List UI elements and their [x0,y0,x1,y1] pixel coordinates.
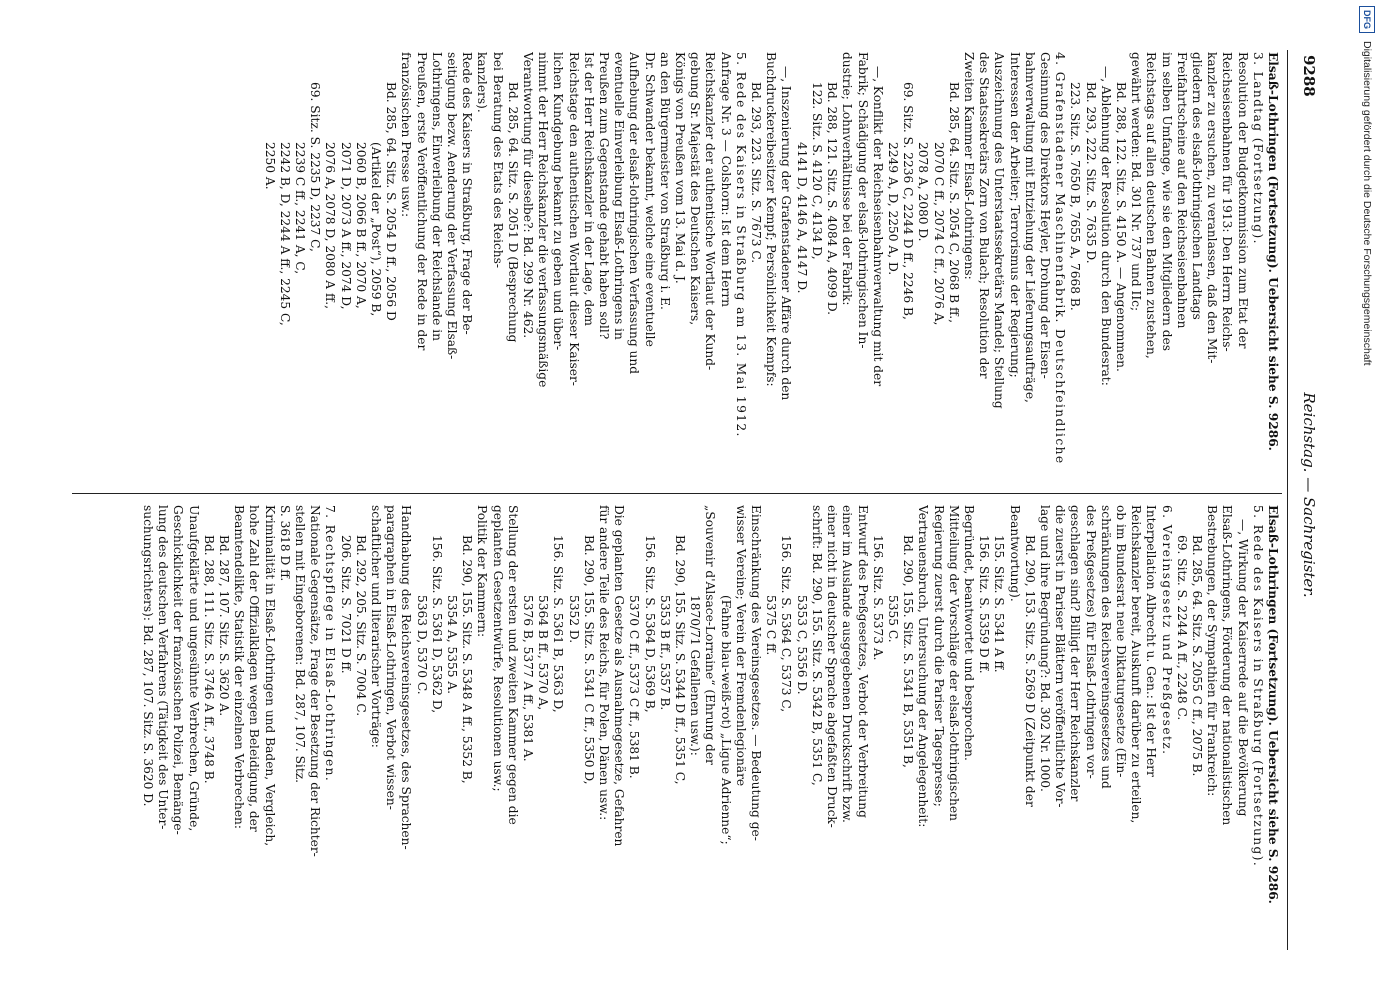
left-column-line: 69. Sitz. S. 2235 D, 2237 C, [308,82,323,252]
right-column-line: 156. Sitz. S. 5361 D, 5362 D, [429,535,444,714]
left-column-line: 223. Sitz. S. 7650 B, 7655 A, 7668 B. [1068,82,1083,311]
left-column-line: 3. Landtag (Fortsetzung). [1250,52,1265,245]
left-column-line: nimmt der Herr Reichskanzler die verfassungsmäßige [536,52,551,388]
right-column-line: Vertrauensbruch, Untersuchung der Angelegenheit: [916,505,931,828]
right-column-line: Entwurf des Preßgesetzes, Verbot der Verbreitung [855,505,870,818]
right-column-line: suchungsrichters): Bd. 287, 107. Sitz. S. 3620 D. [140,505,155,807]
left-column-line: 2078 A, 2080 D. [916,142,931,242]
right-column-line: einer im Auslande ausgegebenen Druckschrift bzw. [840,505,855,823]
left-column-line: im selben Umfange, wie sie den Mitgliedern des [1159,52,1174,351]
right-column-line: 6. Vereinsgesetz und Preßgesetz. [1159,505,1174,756]
left-column-line: —, Inszenierung der Grafenstadener Affäre durch den [779,66,794,401]
left-column-line: Rede des Kaisers in Straßburg, Frage der Be- [460,52,475,335]
rotated-index-page [70,0,1330,1000]
right-column-line: schränkungen des Reichsvereinsgesetzes und [1098,505,1113,789]
right-column-line: 5364 B ff., 5370 A, [536,595,551,711]
left-column [261,52,1280,490]
right-column [140,505,1280,943]
right-column-line: Handhabung des Reichsvereinsgesetzes, des Sprachen- [399,505,414,850]
left-column-line: 5. Rede des Kaisers in Straßburg am 13. Mai 1912. [733,52,748,438]
right-column-line: paragraphen in Elsaß-Lothringen, Verbot wissen- [384,505,399,810]
left-column-line: Elsaß-Lothringen (Fortsetzung). Uebersicht siehe S. 9286. [1266,52,1280,451]
left-column-line: Verantwortung für dieselbe?: Bd. 299 Nr. 462. [521,52,536,339]
right-column-line: 156. Sitz. S. 5359 D ff. [977,535,992,674]
right-column-line: 5355 C. [885,595,900,643]
left-column-line: eventuelle Einverleibung Elsaß-Lothringens in [612,52,627,340]
dfg-logo-icon: DFG [1359,6,1375,33]
right-column-line: 156. Sitz. S. 5361 B, 5363 D, [551,535,566,713]
left-column-line: Bd. 288, 122. Sitz. S. 4150 A. — Angenommen. [1113,82,1128,372]
left-column-line: Fabrik; Schädigung der elsaß-lothringischen In- [855,52,870,349]
left-column-line: lichen Kundgebung bekannt zu geben und über- [551,52,566,351]
digitization-credit [1352,6,1382,996]
right-column-line: Mitteilung der Vorschläge der elsaß-lothringischen [946,505,961,821]
right-column-line: wisser Vereine; Verein der Fremdenlegionäre [733,505,748,787]
right-column-line: ob im Bundesrat neue Diktaturgesetze (Ein- [1113,505,1128,778]
left-column-line: bei Beratung des Etats des Reichs- [490,52,505,269]
left-column-line: Aufhebung der elsaß-lothringischen Verfassung und [627,52,642,375]
right-column-line: Nationale Gegensätze, Frage der Besetzung der Richter- [308,505,323,857]
right-column-line: Bd. 288, 111. Sitz. S. 3746 A ff., 3748 B. [201,535,216,784]
left-column-line: seitigung bezw. Aenderung der Verfassung Elsaß- [445,52,460,360]
left-column-line: 2239 C ff., 2241 A, C, [293,142,307,275]
left-column-line: 2076 A, 2078 D, 2080 A ff., [323,142,338,309]
right-column-line: 206. Sitz. S. 7021 D ff. [338,535,353,674]
column-divider [72,493,1282,494]
right-column-line: Geschicklichkeit der französischen Polizei, Bemänge- [171,505,186,835]
left-column-line: Auszeichnung des Unterstaatssekretärs Mandel; Stellung [992,52,1007,409]
right-column-line: des Preßgesetzes) für Elsaß-Lothringen vor- [1083,505,1098,779]
right-column-line: geschlagen sind? Billigt der Herr Reichskanzler [1068,505,1083,802]
right-column-line: 156. Sitz. S. 5373 A. [870,535,885,661]
right-column-line: Bd. 285, 64. Sitz. S. 2055 C ff., 2075 B. [1189,535,1204,777]
left-column-line: Reichskanzler der authentische Wortlaut der Kund- [703,52,718,371]
right-column-line: Kriminalität in Elsaß-Lothringen und Baden, Vergleich, [262,505,277,847]
left-column-line: Bd. 293, 223. Sitz. S. 7673 C. [749,82,764,264]
right-column-line: Bd. 290, 155. Sitz. S. 5341 B, 5351 B, [901,535,916,768]
left-column-line: 2242 B, D, 2244 A ff., 2245 C, [277,142,292,326]
right-column-line: Bd. 290, 155. Sitz. S. 5344 D ff., 5351 C, [673,535,688,785]
left-column-line: Bd. 285, 64. Sitz. S. 2054 C, 2068 B ff., [946,82,961,323]
left-column-line: Bd. 285, 64. Sitz. S. 2051 D (Besprechung [505,82,520,343]
right-column-line: Regierung zuerst durch die Pariser Tagespresse; [931,505,946,807]
left-column-line: Preußen, erste Veröffentlichung der Rede in der [414,52,429,351]
left-column-line: Anfrage Nr. 3 — Colshorn: Ist dem Herrn [718,52,733,308]
right-column-line: Einschränkung des Vereinsgesetzes. — Bedeutung ge- [749,505,764,841]
page-number: 9288 [1300,55,1318,97]
left-column-line: 2249 A, D, 2250 A, D. [885,142,900,276]
right-column-line: einer nicht in deutscher Sprache abgefaßten Druck- [825,505,840,828]
right-column-line: 5363 D, 5370 C. [414,595,429,695]
left-column-line: Reichstags auf allen deutschen Bahnen zustehen, [1144,52,1159,359]
right-column-line: 5353 B ff., 5357 B. [657,595,672,711]
header-rule [1287,50,1288,950]
left-column-line: Zweiten Kammer Elsaß-Lothringens: [961,52,976,280]
left-column-line: Lothringens, Einverleibung der Reichslande in [429,52,444,341]
left-column-line: Dr. Schwander bekannt, welche eine eventuelle [642,52,657,347]
left-column-line: gebung Sr. Majestät des Deutschen Kaisers, [688,52,703,326]
right-column-line: Reichskanzler bereit, Auskunft darüber zu erteilen, [1129,505,1144,824]
right-column-line: schaftlicher und literarischer Vorträge: [369,505,384,748]
left-column-line: Königs von Preußen vom 13. Mai d. J. [673,52,688,284]
left-column-line: 2070 C ff., 2074 C ff., 2076 A, [931,142,946,326]
left-column-line: —, Konflikt der Reichseisenbahnverwaltung mit der [870,66,885,387]
right-column-line: Bd. 290, 155. Sitz. S. 5341 C ff., 5350 D, [581,535,596,785]
left-column-line: Freifahrtscheine auf den Reichseisenbahnen [1174,52,1189,329]
right-column-line: 7. Rechtspflege in Elsaß-Lothringen. [323,505,338,783]
left-column-line: Preußen zum Gegenstande gehabt haben soll? [597,52,612,340]
left-column-line: —, Ablehnung der Resolution durch den Bundesrat: [1098,66,1113,386]
left-column-line: Resolution der Budgetkommission zum Etat der [1235,52,1250,349]
left-column-line: 2071 D, 2073 A ff., 2074 D, [338,142,353,310]
right-column-line: 1870/71 Gefallenen usw.): [688,595,703,756]
left-column-line: Interessen der Arbeiter; Terrorismus der Regierung; [1007,52,1022,378]
digitization-credit-text: Digitalisierung gefördert durch die Deutsche Forschungsgemeinschaft [1361,41,1373,366]
running-head [1292,55,1322,935]
right-column-line: 5376 B, 5377 A ff., 5381 A. [521,595,536,762]
right-column-line: 5375 C ff. [764,595,779,656]
left-column-line: Bd. 293, 222. Sitz. S. 7635 D. [1083,82,1098,264]
right-column-line: (Fahne blau-weiß-rot) „Ligue Adrienne“; [718,595,733,845]
right-column-line: 5370 C ff., 5373 C ff., 5381 B. [627,595,642,779]
right-column-line: Bd. 292, 205. Sitz. S. 7004 C. [353,535,368,717]
right-column-line: S. 3618 D ff. [277,505,292,582]
left-column-line: 4. Grafenstadener Maschinenfabrik. Deutschfeindliche [1053,52,1068,465]
right-column-line: hohe Zahl der Offizialklagen wegen Beleidigung, der [247,505,262,832]
right-column-line: 156. Sitz. S. 5364 D, 5369 B, [642,535,657,713]
right-column-line: Interpellation Albrecht u. Gen.: Ist der Herr [1144,505,1159,777]
left-column-line: 2060 B, 2066 B ff., 2070 A, [353,142,368,309]
right-column-line: „Souvenir d'Alsace-Lorraine“ (Ehrung der [703,505,718,765]
left-column-line: Bd. 288, 121. Sitz. S. 4084 A, 4099 D. [825,82,840,316]
left-column-line: gliedern des elsaß-lothringischen Landtags [1189,52,1204,320]
right-column-line: 5. Rede des Kaisers in Straßburg (Fortsetzung). [1250,505,1265,868]
left-column-line: kanzler zu ersuchen, zu veranlassen, daß den Mit- [1205,52,1220,364]
left-column-line: 69. Sitz. S. 2236 C, 2244 D ff., 2246 B, [901,82,916,320]
left-column-line: des Staatssekretärs Zorn von Bulach; Resolution der [977,52,992,379]
right-column-line: für andere Teile des Reichs, für Polen, Dänen usw.: [597,505,612,821]
right-column-line: Unaufgeklärte und ungesühnte Verbrechen, Gründe, [186,505,201,832]
right-column-line: Elsaß-Lothringens, Förderung der nationalistischen [1220,505,1235,826]
right-column-line: lung des deutschen Verfahrens (Tätigkeit des Unter- [156,505,171,830]
right-column-line: 5352 D. [566,595,581,644]
right-column-line: stellen mit Eingeborenen: Bd. 287, 107. Sitz. [293,505,307,784]
left-column-line: bahnverwaltung mit Entziehung der Lieferungsaufträge, [1022,52,1037,403]
right-column-line: 155. Sitz. S. 5341 A ff. [992,535,1007,673]
left-column-line: 2250 A. [262,142,277,190]
right-column-line: Elsaß-Lothringen (Fortsetzung). Uebersicht siehe S. 9286. [1266,505,1280,904]
right-column-line: Politik der Kammern: [475,505,490,638]
left-column-line: dustrie; Lohnverhältnisse bei der Fabrik: [840,52,855,306]
right-column-line: 5354 A, 5355 A. [445,595,460,695]
right-column-line: 69. Sitz. S. 2244 A ff., 2248 C. [1174,535,1189,721]
left-column-line: 122. Sitz. S. 4120 C, 4134 D, [809,82,824,260]
left-column-line: Buchdruckereibesitzer Kempf; Persönlichkeit Kempfs: [764,52,779,387]
right-column-line: Stellung der ersten und zweiten Kammer gegen die [505,505,520,825]
right-column-line: Begründet, beantwortet und besprochen. [961,505,976,761]
left-column-line: Bd. 285, 64. Sitz. S. 2054 D ff., 2056 D [384,82,399,321]
right-column-line: Bd. 287, 107. Sitz. S. 3620 A. [216,535,231,717]
left-column-line: gewährt werden: Bd. 301 Nr. 737 und IIc; [1129,52,1144,312]
left-column-line: Reichseisenbahnen für 1913: Den Herrn Reichs- [1220,52,1235,352]
right-column-line: Die geplanten Gesetze als Ausnahmegesetze, Gefahren [612,505,627,847]
right-column-line: Bestrebungen, der Sympathien für Frankreich: [1205,505,1220,797]
right-column-line: Bd. 290, 155. Sitz. S. 5348 A ff., 5352 B, [460,535,475,784]
left-column-line: französischen Presse usw.: [399,52,414,218]
right-column-line: —, Wirkung der Kaiserrede auf die Bevölkerung [1235,519,1250,817]
left-column-line: 4141 D, 4146 A, 4147 D. [794,142,809,294]
right-column-line: Beantwortung). [1007,505,1022,602]
right-column-line: Bd. 290, 153. Sitz. S. 5269 D (Zeitpunkt der [1022,535,1037,807]
right-column-line: 5353 C, 5356 D. [794,595,809,695]
left-column-line: an den Bürgermeister von Straßburg i. E. [657,52,672,310]
left-column-line: (Artikel der „Post“), 2059 B, [369,142,384,317]
left-column-line: kanzlers). [475,52,490,113]
left-column-line: Ist der Herr Reichskanzler in der Lage, dem [581,52,596,326]
right-column-line: 156. Sitz. S. 5364 C, 5373 C, [779,535,794,713]
right-column-line: Beamtendelikte, Statistik der einzelnen Verbrechen: [232,505,247,830]
left-column-line: Gesinnung des Direktors Heyler, Drohung der Eisen- [1037,52,1052,379]
right-column-line: lage und ihre Begründung?: Bd. 302 Nr. 1000. [1037,505,1052,792]
right-column-line: die zuerst in Pariser Blättern veröffentlichte Vor- [1053,505,1068,808]
left-column-line: Reichstage den authentischen Wortlaut dieser Kaiser- [566,52,581,386]
right-column-line: schrift: Bd. 290, 155. Sitz. S. 5342 B, 5351 C, [809,505,824,786]
right-column-line: geplanten Gesetzentwürfe, Resolutionen usw.; [490,505,505,792]
running-head-title: Reichstag. — Sachregister. [1300,392,1318,598]
